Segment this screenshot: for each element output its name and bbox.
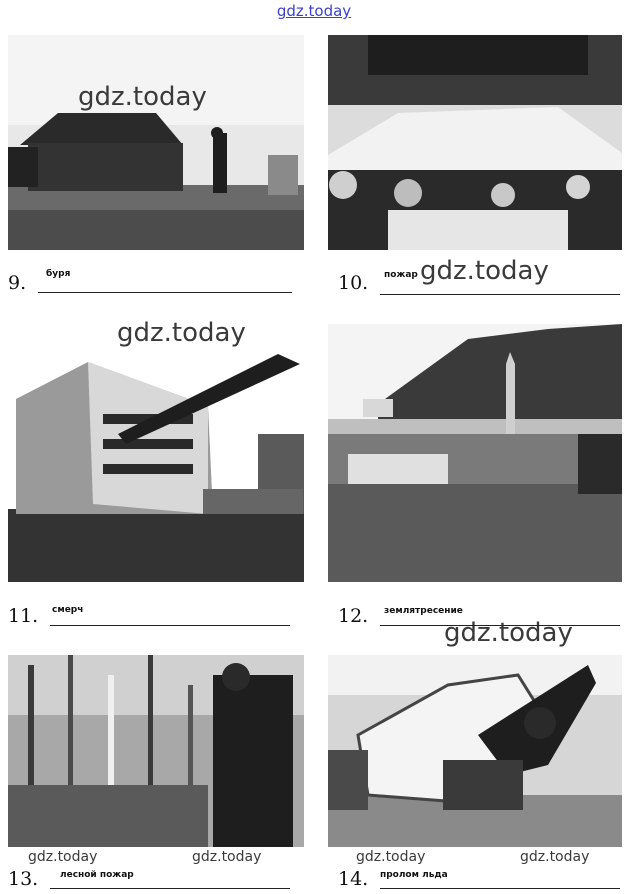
exercise-10-number: 10.	[338, 272, 369, 294]
photo-forest-fire	[8, 655, 304, 847]
watermark-bottom-2: gdz.today	[192, 849, 262, 865]
exercise-13-answer[interactable]: лесной пожар	[60, 870, 134, 880]
watermark-bottom-4: gdz.today	[520, 849, 590, 865]
exercise-10-answer-line	[380, 294, 620, 295]
exercise-11-answer[interactable]: смерч	[52, 605, 84, 615]
watermark-bottom-1: gdz.today	[28, 849, 98, 865]
exercise-12-answer-line	[380, 625, 620, 626]
watermark-photo10: gdz.today	[420, 256, 549, 286]
photo-fire	[328, 35, 622, 250]
photo-earthquake	[328, 324, 622, 582]
exercise-12-number: 12.	[338, 605, 369, 627]
exercise-12-answer[interactable]: землятресение	[384, 606, 463, 616]
exercise-11-answer-line	[50, 625, 290, 626]
photo-ice-break	[328, 655, 622, 847]
watermark-photo11: gdz.today	[117, 318, 246, 348]
exercise-14-answer-line	[380, 888, 620, 889]
watermark-photo9: gdz.today	[78, 82, 207, 112]
exercise-13-number: 13.	[8, 868, 39, 890]
exercise-14-answer[interactable]: пролом льда	[380, 870, 448, 880]
watermark-photo12: gdz.today	[444, 618, 573, 648]
exercise-13-answer-line	[50, 888, 290, 889]
exercise-9-answer[interactable]: буря	[46, 269, 71, 279]
photo-storm	[8, 35, 304, 250]
exercise-14-number: 14.	[338, 868, 369, 890]
watermark-bottom-3: gdz.today	[356, 849, 426, 865]
exercise-9-number: 9.	[8, 272, 27, 294]
exercise-10-answer[interactable]: пожар	[384, 270, 418, 280]
header-watermark[interactable]: gdz.today	[276, 2, 352, 20]
exercise-11-number: 11.	[8, 605, 39, 627]
exercise-9-answer-line	[38, 292, 292, 293]
photo-tornado	[8, 324, 304, 582]
